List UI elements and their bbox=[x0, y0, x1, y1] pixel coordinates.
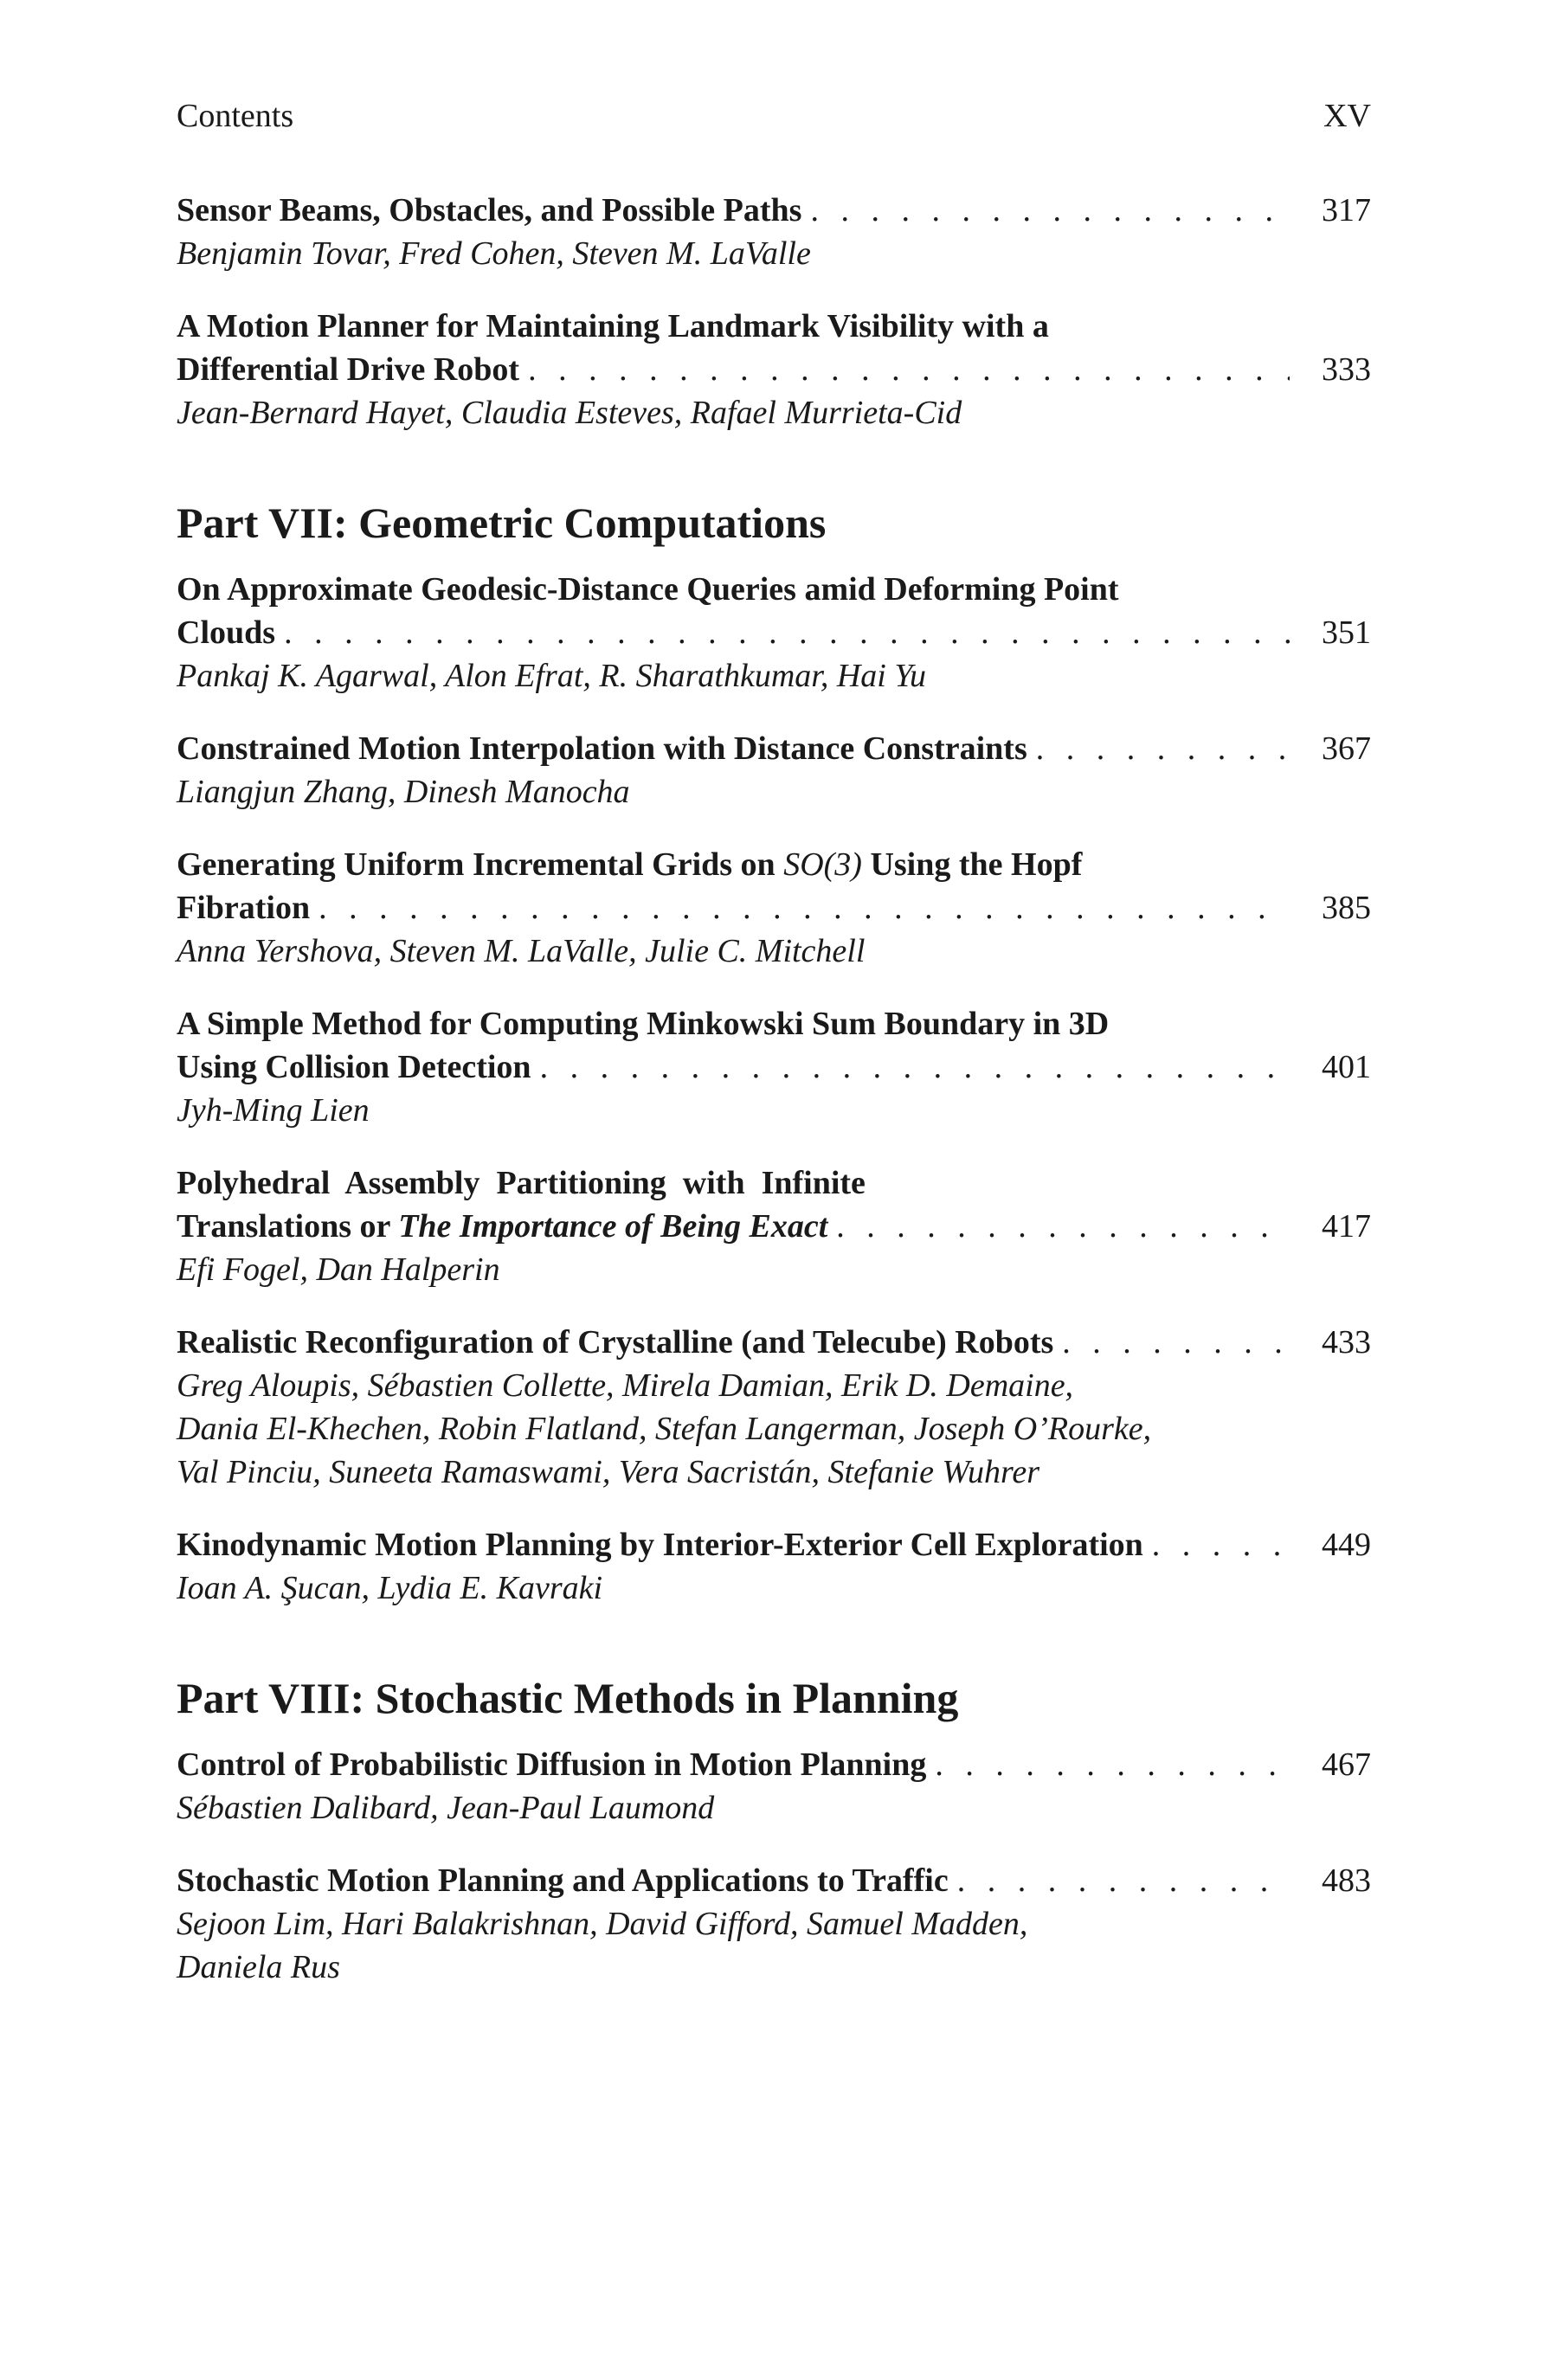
toc-entry[interactable] bbox=[177, 305, 1371, 434]
toc-entry[interactable] bbox=[177, 1743, 1371, 1830]
entry-title[interactable]: Realistic Reconfiguration of Crystalline (and Telecube) Robots bbox=[177, 1324, 1054, 1360]
entry-page-number[interactable]: 317 bbox=[1322, 192, 1371, 228]
entry-title-line-2[interactable]: Fibration bbox=[177, 890, 311, 926]
dot-leader bbox=[810, 189, 1290, 232]
entry-authors: Efi Fogel, Dan Halperin bbox=[177, 1251, 500, 1288]
entry-title-line-2[interactable]: Using Collision Detection bbox=[177, 1049, 531, 1085]
running-header-page-number: XV bbox=[1323, 98, 1371, 134]
entry-title[interactable]: Control of Probabilistic Diffusion in Motion Planning bbox=[177, 1746, 927, 1783]
entry-title-line-1[interactable]: A Simple Method for Computing Minkowski Sum Boundary in 3D bbox=[177, 1006, 1110, 1042]
entry-title-line-1[interactable]: On Approximate Geodesic-Distance Queries amid Deforming Point bbox=[177, 571, 1119, 608]
part-heading: Part VII: Geometric Computations bbox=[177, 499, 827, 547]
toc-entry[interactable] bbox=[177, 1161, 1371, 1291]
entry-title[interactable]: Sensor Beams, Obstacles, and Possible Paths bbox=[177, 192, 802, 228]
math-expression: SO(3) bbox=[783, 846, 862, 883]
toc-list bbox=[177, 189, 1371, 2018]
entry-page-number[interactable]: 351 bbox=[1322, 614, 1371, 651]
dot-leader bbox=[935, 1743, 1290, 1786]
entry-authors-line: Greg Aloupis, Sébastien Collette, Mirela Damian, Erik D. Demaine, bbox=[177, 1367, 1074, 1404]
toc-entry[interactable] bbox=[177, 1002, 1371, 1132]
entry-title-text: Using the Hopf bbox=[861, 846, 1083, 883]
entry-authors-line: Dania El-Khechen, Robin Flatland, Stefan Langerman, Joseph O’Rourke, bbox=[177, 1411, 1152, 1447]
entry-page-number[interactable]: 433 bbox=[1322, 1324, 1371, 1360]
entry-title-line-1[interactable]: A Motion Planner for Maintaining Landmark Visibility with a bbox=[177, 308, 1049, 344]
part-heading: Part VIII: Stochastic Methods in Planning bbox=[177, 1674, 959, 1722]
entry-page-number[interactable]: 417 bbox=[1322, 1208, 1371, 1245]
entry-authors: Pankaj K. Agarwal, Alon Efrat, R. Sharathkumar, Hai Yu bbox=[177, 658, 926, 694]
toc-entry[interactable] bbox=[177, 843, 1371, 973]
entry-title-line-2[interactable]: Clouds bbox=[177, 614, 276, 651]
entry-page-number[interactable]: 385 bbox=[1322, 890, 1371, 926]
dot-leader bbox=[319, 886, 1290, 929]
entry-authors: Ioan A. Şucan, Lydia E. Kavraki bbox=[177, 1570, 603, 1606]
entry-authors-line: Daniela Rus bbox=[177, 1949, 340, 1985]
dot-leader bbox=[1152, 1523, 1290, 1566]
entry-authors: Benjamin Tovar, Fred Cohen, Steven M. LaValle bbox=[177, 235, 811, 272]
entry-page-number[interactable]: 333 bbox=[1322, 351, 1371, 388]
entry-title[interactable]: Kinodynamic Motion Planning by Interior-Exterior Cell Exploration bbox=[177, 1527, 1143, 1563]
entry-authors: Jean-Bernard Hayet, Claudia Esteves, Rafael Murrieta-Cid bbox=[177, 395, 962, 431]
entry-page-number[interactable]: 401 bbox=[1322, 1049, 1371, 1085]
toc-entry[interactable] bbox=[177, 1859, 1371, 1989]
dot-leader bbox=[836, 1205, 1290, 1248]
entry-title-line-2[interactable] bbox=[177, 1205, 827, 1248]
entry-authors: Jyh-Ming Lien bbox=[177, 1092, 370, 1129]
entry-authors: Sébastien Dalibard, Jean-Paul Laumond bbox=[177, 1790, 715, 1826]
entry-title-italic: The Importance of Being Exact bbox=[398, 1208, 828, 1245]
dot-leader bbox=[284, 611, 1290, 654]
entry-page-number[interactable]: 467 bbox=[1322, 1746, 1371, 1783]
entry-title-text: Generating Uniform Incremental Grids on bbox=[177, 846, 784, 883]
running-header bbox=[177, 97, 1371, 135]
toc-entry[interactable] bbox=[177, 568, 1371, 698]
entry-authors: Anna Yershova, Steven M. LaValle, Julie C. Mitchell bbox=[177, 933, 866, 969]
dot-leader bbox=[957, 1859, 1290, 1902]
toc-entry[interactable] bbox=[177, 1523, 1371, 1610]
toc-entry[interactable] bbox=[177, 1321, 1371, 1494]
entry-page-number[interactable]: 483 bbox=[1322, 1862, 1371, 1899]
entry-authors: Liangjun Zhang, Dinesh Manocha bbox=[177, 774, 630, 810]
dot-leader bbox=[528, 348, 1290, 391]
toc-entry[interactable] bbox=[177, 727, 1371, 814]
entry-title[interactable]: Constrained Motion Interpolation with Distance Constraints bbox=[177, 730, 1027, 767]
entry-title-line-1[interactable]: Polyhedral Assembly Partitioning with Infinite bbox=[177, 1165, 866, 1201]
entry-title-line-1[interactable] bbox=[177, 843, 1371, 886]
entry-authors-line: Sejoon Lim, Hari Balakrishnan, David Gifford, Samuel Madden, bbox=[177, 1906, 1028, 1942]
dot-leader bbox=[540, 1045, 1290, 1089]
running-header-section: Contents bbox=[177, 98, 294, 134]
entry-page-number[interactable]: 367 bbox=[1322, 730, 1371, 767]
entry-title-line-2[interactable]: Differential Drive Robot bbox=[177, 351, 520, 388]
dot-leader bbox=[1036, 727, 1290, 770]
entry-authors-line: Val Pinciu, Suneeta Ramaswami, Vera Sacristán, Stefanie Wuhrer bbox=[177, 1454, 1040, 1490]
entry-title[interactable]: Stochastic Motion Planning and Applications to Traffic bbox=[177, 1862, 949, 1899]
dot-leader bbox=[1062, 1321, 1290, 1364]
toc-entry[interactable] bbox=[177, 189, 1371, 275]
entry-title-text: Translations or bbox=[177, 1208, 399, 1245]
entry-page-number[interactable]: 449 bbox=[1322, 1527, 1371, 1563]
